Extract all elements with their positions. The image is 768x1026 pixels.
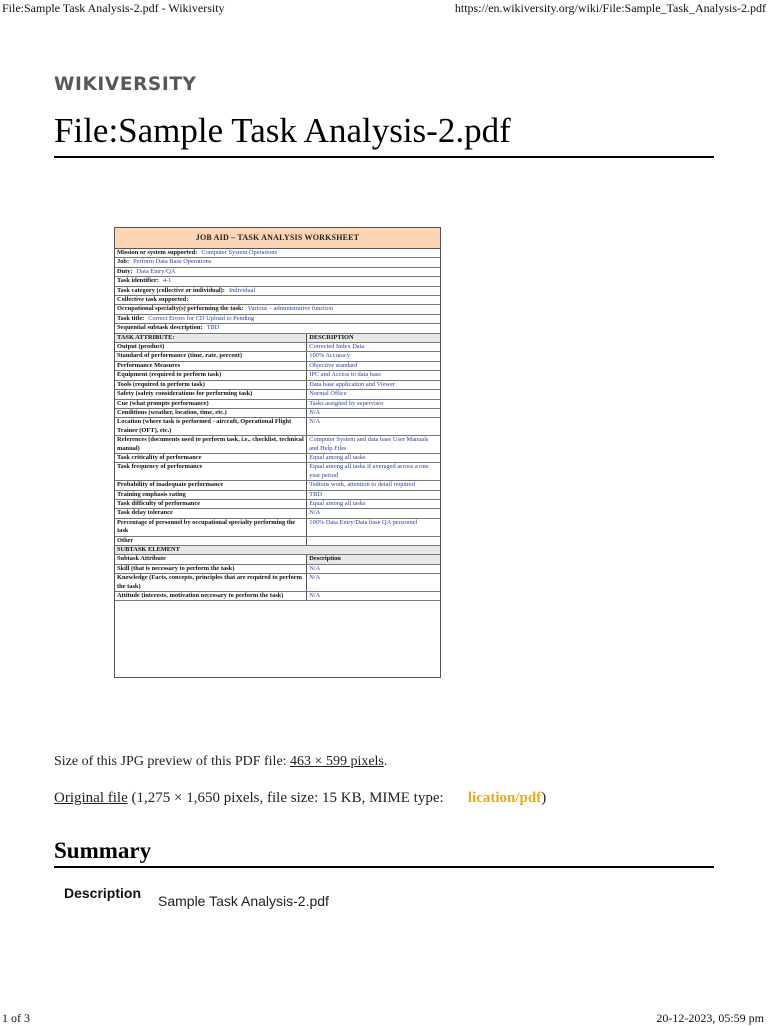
attr-description: Data base application and Viewer xyxy=(307,380,440,389)
worksheet-title: JOB AID – TASK ANALYSIS WORKSHEET xyxy=(115,228,440,249)
worksheet-attr-row xyxy=(115,343,440,352)
original-file-link[interactable]: Original file xyxy=(54,790,128,806)
attr-name: Task criticality of performance xyxy=(115,453,307,462)
attr-name: Location (where task is performed - aircraft, Operational Flight Trainer (OFT), etc.) xyxy=(115,418,307,436)
worksheet-attr-row xyxy=(115,490,440,499)
worksheet-attr-row xyxy=(115,408,440,417)
worksheet-info-key xyxy=(115,314,440,323)
worksheet-info-row xyxy=(115,267,440,276)
worksheet-attr-row xyxy=(115,518,440,536)
attr-name: Equipment (required to perform task) xyxy=(115,371,307,380)
description-value: Sample Task Analysis-2.pdf xyxy=(158,893,329,909)
worksheet-info-value: Computer System Operations xyxy=(201,249,277,256)
worksheet-info-key xyxy=(115,249,440,258)
attr-name: Conditions (weather, location, time, etc.) xyxy=(115,408,307,417)
attr-name: Output (product) xyxy=(115,343,307,352)
attr-description: IPC and Access to data base xyxy=(307,371,440,380)
worksheet-info-value: 4-1 xyxy=(162,277,172,285)
worksheet-attr-row xyxy=(115,453,440,462)
worksheet-attr-row xyxy=(115,436,440,454)
worksheet-attr-row xyxy=(115,463,440,481)
print-footer-page: 1 of 3 xyxy=(2,1011,30,1025)
attr-name: Tools (required to perform task) xyxy=(115,380,307,389)
worksheet-info-key-text: Occupational specialty(s) performing the task: xyxy=(117,305,244,313)
worksheet-info-row xyxy=(115,277,440,286)
attr-description: Tedious work, attention to detail required xyxy=(307,481,440,490)
worksheet-info-key xyxy=(115,324,440,333)
worksheet-info-key-text: Task identifier: xyxy=(117,277,159,285)
original-file-line xyxy=(54,790,546,807)
attr-description xyxy=(307,536,440,545)
print-footer-date: 20-12-2023, 05:59 pm xyxy=(656,1011,764,1025)
worksheet-info-row xyxy=(115,324,440,333)
worksheet-info-key-text: Task title: xyxy=(117,314,145,322)
attr-description: 100% Accuracy xyxy=(307,352,440,361)
worksheet-info-value: Correct Errors for CD Upload to Pending xyxy=(148,314,255,322)
worksheet-info-key xyxy=(115,286,440,295)
attr-name: Safety (safety considerations for performing task) xyxy=(115,390,307,399)
worksheet-info-value: Data Entry/QA xyxy=(136,267,176,275)
attr-description: TBD xyxy=(307,490,440,499)
subtask-col-attribute: Subtask Attribute xyxy=(115,555,307,564)
subtask-attribute: Attitude (interests, motivation necessary to perform the task) xyxy=(115,592,307,601)
worksheet-attr-row xyxy=(115,371,440,380)
worksheet-subtask-row xyxy=(115,574,440,592)
worksheet-info-key xyxy=(115,305,440,314)
subtask-description: N/A xyxy=(307,564,440,573)
worksheet-info-value: Individual xyxy=(228,286,256,294)
worksheet-attr-row xyxy=(115,380,440,389)
worksheet-subtask-cols xyxy=(115,555,440,564)
attr-name: Percentage of personnel by occupational specialty performing the task xyxy=(115,518,307,536)
worksheet-attr-row xyxy=(115,390,440,399)
attr-description: Equal among all tasks xyxy=(307,499,440,508)
worksheet-info-row xyxy=(115,249,440,258)
attr-name: Performance Measures xyxy=(115,361,307,370)
attr-description: 100% Data Entry/Data base QA personnel xyxy=(307,518,440,536)
subtask-description: N/A xyxy=(307,574,440,592)
worksheet-info-row xyxy=(115,314,440,323)
worksheet-attr-header xyxy=(115,333,440,342)
attr-name: Task difficulty of performance xyxy=(115,499,307,508)
worksheet-info-value: Perform Data Base Operations xyxy=(133,258,212,266)
worksheet-info-row xyxy=(115,286,440,295)
summary-heading: Summary xyxy=(54,836,714,868)
attr-description: Corrected Index Data xyxy=(307,343,440,352)
subtask-description: N/A xyxy=(307,592,440,601)
print-header-url[interactable]: https://en.wikiversity.org/wiki/File:Sample_Task_Analysis-2.pdf xyxy=(454,1,766,15)
original-file-details: (1,275 × 1,650 pixels, file size: 15 KB, MIME type: xyxy=(131,790,444,806)
subtask-attribute: Skill (that is necessary to perform the task) xyxy=(115,564,307,573)
worksheet-info-key-text: Task category (collective or individual): xyxy=(117,286,225,294)
worksheet-subtask-row xyxy=(115,592,440,601)
worksheet-info-key xyxy=(115,296,440,305)
worksheet-attr-row xyxy=(115,481,440,490)
pdf-preview-image[interactable] xyxy=(114,227,441,678)
subtask-header: SUBTASK ELEMENT xyxy=(115,546,440,555)
attr-name: Probability of inadequate performance xyxy=(115,481,307,490)
attr-name: Task frequency of performance xyxy=(115,463,307,481)
worksheet-info-key-text: Collective task supported: xyxy=(117,296,189,304)
worksheet-info-key-text: Mission or system supported: xyxy=(117,249,198,256)
attr-header-description: DESCRIPTION xyxy=(307,333,440,342)
worksheet-info-row xyxy=(115,305,440,314)
attr-name: Task delay tolerance xyxy=(115,509,307,518)
worksheet-table xyxy=(115,249,440,601)
attr-name: Other xyxy=(115,536,307,545)
worksheet-info-key xyxy=(115,258,440,267)
attr-description: Computer System and data base User Manuals and Help Files xyxy=(307,436,440,454)
original-file-close: ) xyxy=(541,790,547,806)
print-header-title: File:Sample Task Analysis-2.pdf - Wikiversity xyxy=(2,1,225,15)
worksheet-attr-row xyxy=(115,399,440,408)
attr-name: References (documents used to perform task, i.e., checklist, technical manual) xyxy=(115,436,307,454)
subtask-attribute: Knowledge (Facts, concepts, principles that are required to perform the task) xyxy=(115,574,307,592)
worksheet-attr-row xyxy=(115,509,440,518)
worksheet-subtask-header xyxy=(115,546,440,555)
worksheet-attr-row xyxy=(115,418,440,436)
attr-description: Equal among all tasks if averaged across a one year period xyxy=(307,463,440,481)
worksheet-info-value: Various – administrative function xyxy=(247,305,334,313)
preview-size-line xyxy=(54,754,387,770)
worksheet-info-key-text: Sequential subtask description: xyxy=(117,324,203,332)
mime-type-obscured: app xyxy=(443,790,468,806)
attr-description: N/A xyxy=(307,408,440,417)
attr-description: Normal Office xyxy=(307,390,440,399)
preview-size-suffix: . xyxy=(383,754,388,769)
worksheet-attr-row xyxy=(115,352,440,361)
worksheet-attr-row xyxy=(115,361,440,370)
attr-name: Standard of performance (time, rate, percent) xyxy=(115,352,307,361)
attr-name: Training emphasis rating xyxy=(115,490,307,499)
preview-size-link[interactable]: 463 × 599 pixels xyxy=(290,754,384,769)
mime-type-value[interactable]: lication/pdf xyxy=(467,790,542,806)
attr-description: Tasks assigned by supervisor xyxy=(307,399,440,408)
worksheet-info-row xyxy=(115,258,440,267)
worksheet-info-key xyxy=(115,277,440,286)
attr-header-attribute: TASK ATTRIBUTE: xyxy=(115,333,307,342)
worksheet-info-key-text: Job: xyxy=(117,258,130,266)
attr-description: N/A xyxy=(307,509,440,518)
subtask-col-description: Description xyxy=(307,555,440,564)
page-title: File:Sample Task Analysis-2.pdf xyxy=(54,108,714,158)
worksheet-attr-row xyxy=(115,499,440,508)
worksheet-info-key-text: Duty: xyxy=(117,267,133,275)
worksheet-info-row xyxy=(115,296,440,305)
wikiversity-logo[interactable]: WIKIVERSITY xyxy=(54,74,197,95)
worksheet-subtask-row xyxy=(115,564,440,573)
attr-name: Cue (what prompts performance) xyxy=(115,399,307,408)
attr-description: N/A xyxy=(307,418,440,436)
attr-description: Equal among all tasks xyxy=(307,453,440,462)
description-label: Description xyxy=(64,885,142,901)
worksheet-attr-row xyxy=(115,536,440,545)
attr-description: Objective standard xyxy=(307,361,440,370)
preview-size-prefix: Size of this JPG preview of this PDF file: xyxy=(54,754,287,769)
worksheet-info-value: TBD xyxy=(206,324,220,332)
worksheet-info-key xyxy=(115,267,440,276)
